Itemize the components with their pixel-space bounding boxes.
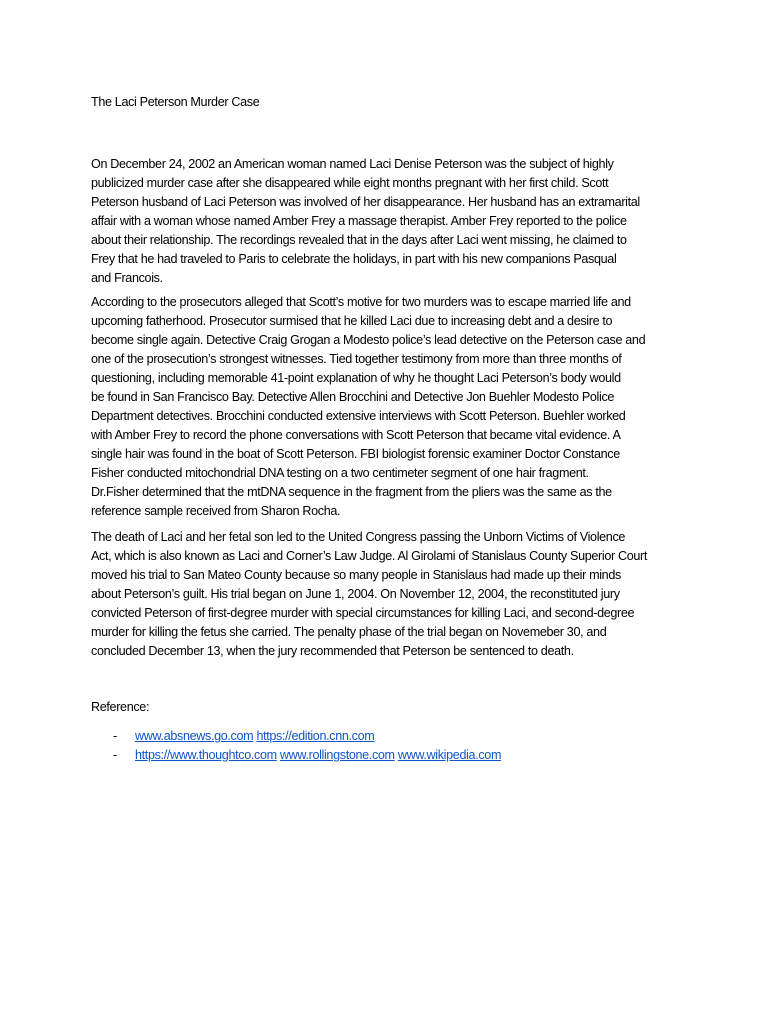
paragraph-line: about Peterson’s guilt. His trial began on June 1, 2004. On November 12, 2004, the reconstituted jury (91, 587, 620, 601)
paragraph-line: Peterson husband of Laci Peterson was involved of her disappearance. Her husband has an extramarital (91, 195, 640, 209)
list-dash: - (113, 748, 117, 762)
paragraph-line: Frey that he had traveled to Paris to celebrate the holidays, in part with his new companions Pasqual (91, 252, 617, 266)
paragraph-line: questioning, including memorable 41-point explanation of why he thought Laci Peterson’s body would (91, 371, 621, 385)
paragraph-line: Act, which is also known as Laci and Corner’s Law Judge. Al Girolami of Stanislaus County Superior Court (91, 549, 648, 563)
list-dash: - (113, 729, 117, 743)
paragraph-line: one of the prosecution’s strongest witnesses. Tied together testimony from more than three months of (91, 352, 622, 366)
paragraph-line: reference sample received from Sharon Rocha. (91, 504, 341, 518)
reference-links (135, 727, 374, 746)
paragraph-line: According to the prosecutors alleged that Scott’s motive for two murders was to escape married life and (91, 295, 631, 309)
paragraph-line: affair with a woman whose named Amber Frey a massage therapist. Amber Frey reported to the police (91, 214, 627, 228)
paragraph-line: with Amber Frey to record the phone conversations with Scott Peterson that became vital evidence. A (91, 428, 621, 442)
paragraph-line: upcoming fatherhood. Prosecutor surmised that he killed Laci due to increasing debt and a desire to (91, 314, 613, 328)
paragraph-line: be found in San Francisco Bay. Detective Allen Brocchini and Detective Jon Buehler Modesto Police (91, 390, 615, 404)
reference-link[interactable]: https://edition.cnn.com (256, 729, 375, 743)
paragraph-line: Department detectives. Brocchini conducted extensive interviews with Scott Peterson. Buehler worked (91, 409, 626, 423)
document-title: The Laci Peterson Murder Case (91, 95, 260, 109)
paragraph-line: concluded December 13, when the jury recommended that Peterson be sentenced to death. (91, 644, 574, 658)
paragraph-line: and Francois. (91, 271, 163, 285)
reference-link[interactable]: www.absnews.go.com (135, 729, 254, 743)
paragraph-line: Fisher conducted mitochondrial DNA testing on a two centimeter segment of one hair fragment. (91, 466, 589, 480)
paragraph-line: Dr.Fisher determined that the mtDNA sequence in the fragment from the pliers was the same as the (91, 485, 612, 499)
paragraph-line: about their relationship. The recordings revealed that in the days after Laci went missing, he claimed to (91, 233, 627, 247)
reference-heading: Reference: (91, 700, 150, 714)
paragraph-line: On December 24, 2002 an American woman named Laci Denise Peterson was the subject of highly (91, 157, 614, 171)
reference-link[interactable]: www.wikipedia.com (397, 748, 502, 762)
paragraph-line: single hair was found in the boat of Scott Peterson. FBI biologist forensic examiner Doctor Constance (91, 447, 620, 461)
reference-links (135, 746, 501, 765)
paragraph-line: convicted Peterson of first-degree murder with special circumstances for killing Laci, and second-degree (91, 606, 635, 620)
paragraph-line: murder for killing the fetus she carried. The penalty phase of the trial began on Novemeber 30, and (91, 625, 607, 639)
paragraph-line: moved his trial to San Mateo County because so many people in Stanislaus had made up their minds (91, 568, 621, 582)
paragraph-line: The death of Laci and her fetal son led to the United Congress passing the Unborn Victims of Violence (91, 530, 626, 544)
reference-link[interactable]: www.rollingstone.com (279, 748, 395, 762)
reference-link[interactable]: https://www.thoughtco.com (135, 748, 277, 762)
paragraph-line: publicized murder case after she disappeared while eight months pregnant with her first child. Scott (91, 176, 609, 190)
paragraph-line: become single again. Detective Craig Grogan a Modesto police’s lead detective on the Peterson case and (91, 333, 646, 347)
